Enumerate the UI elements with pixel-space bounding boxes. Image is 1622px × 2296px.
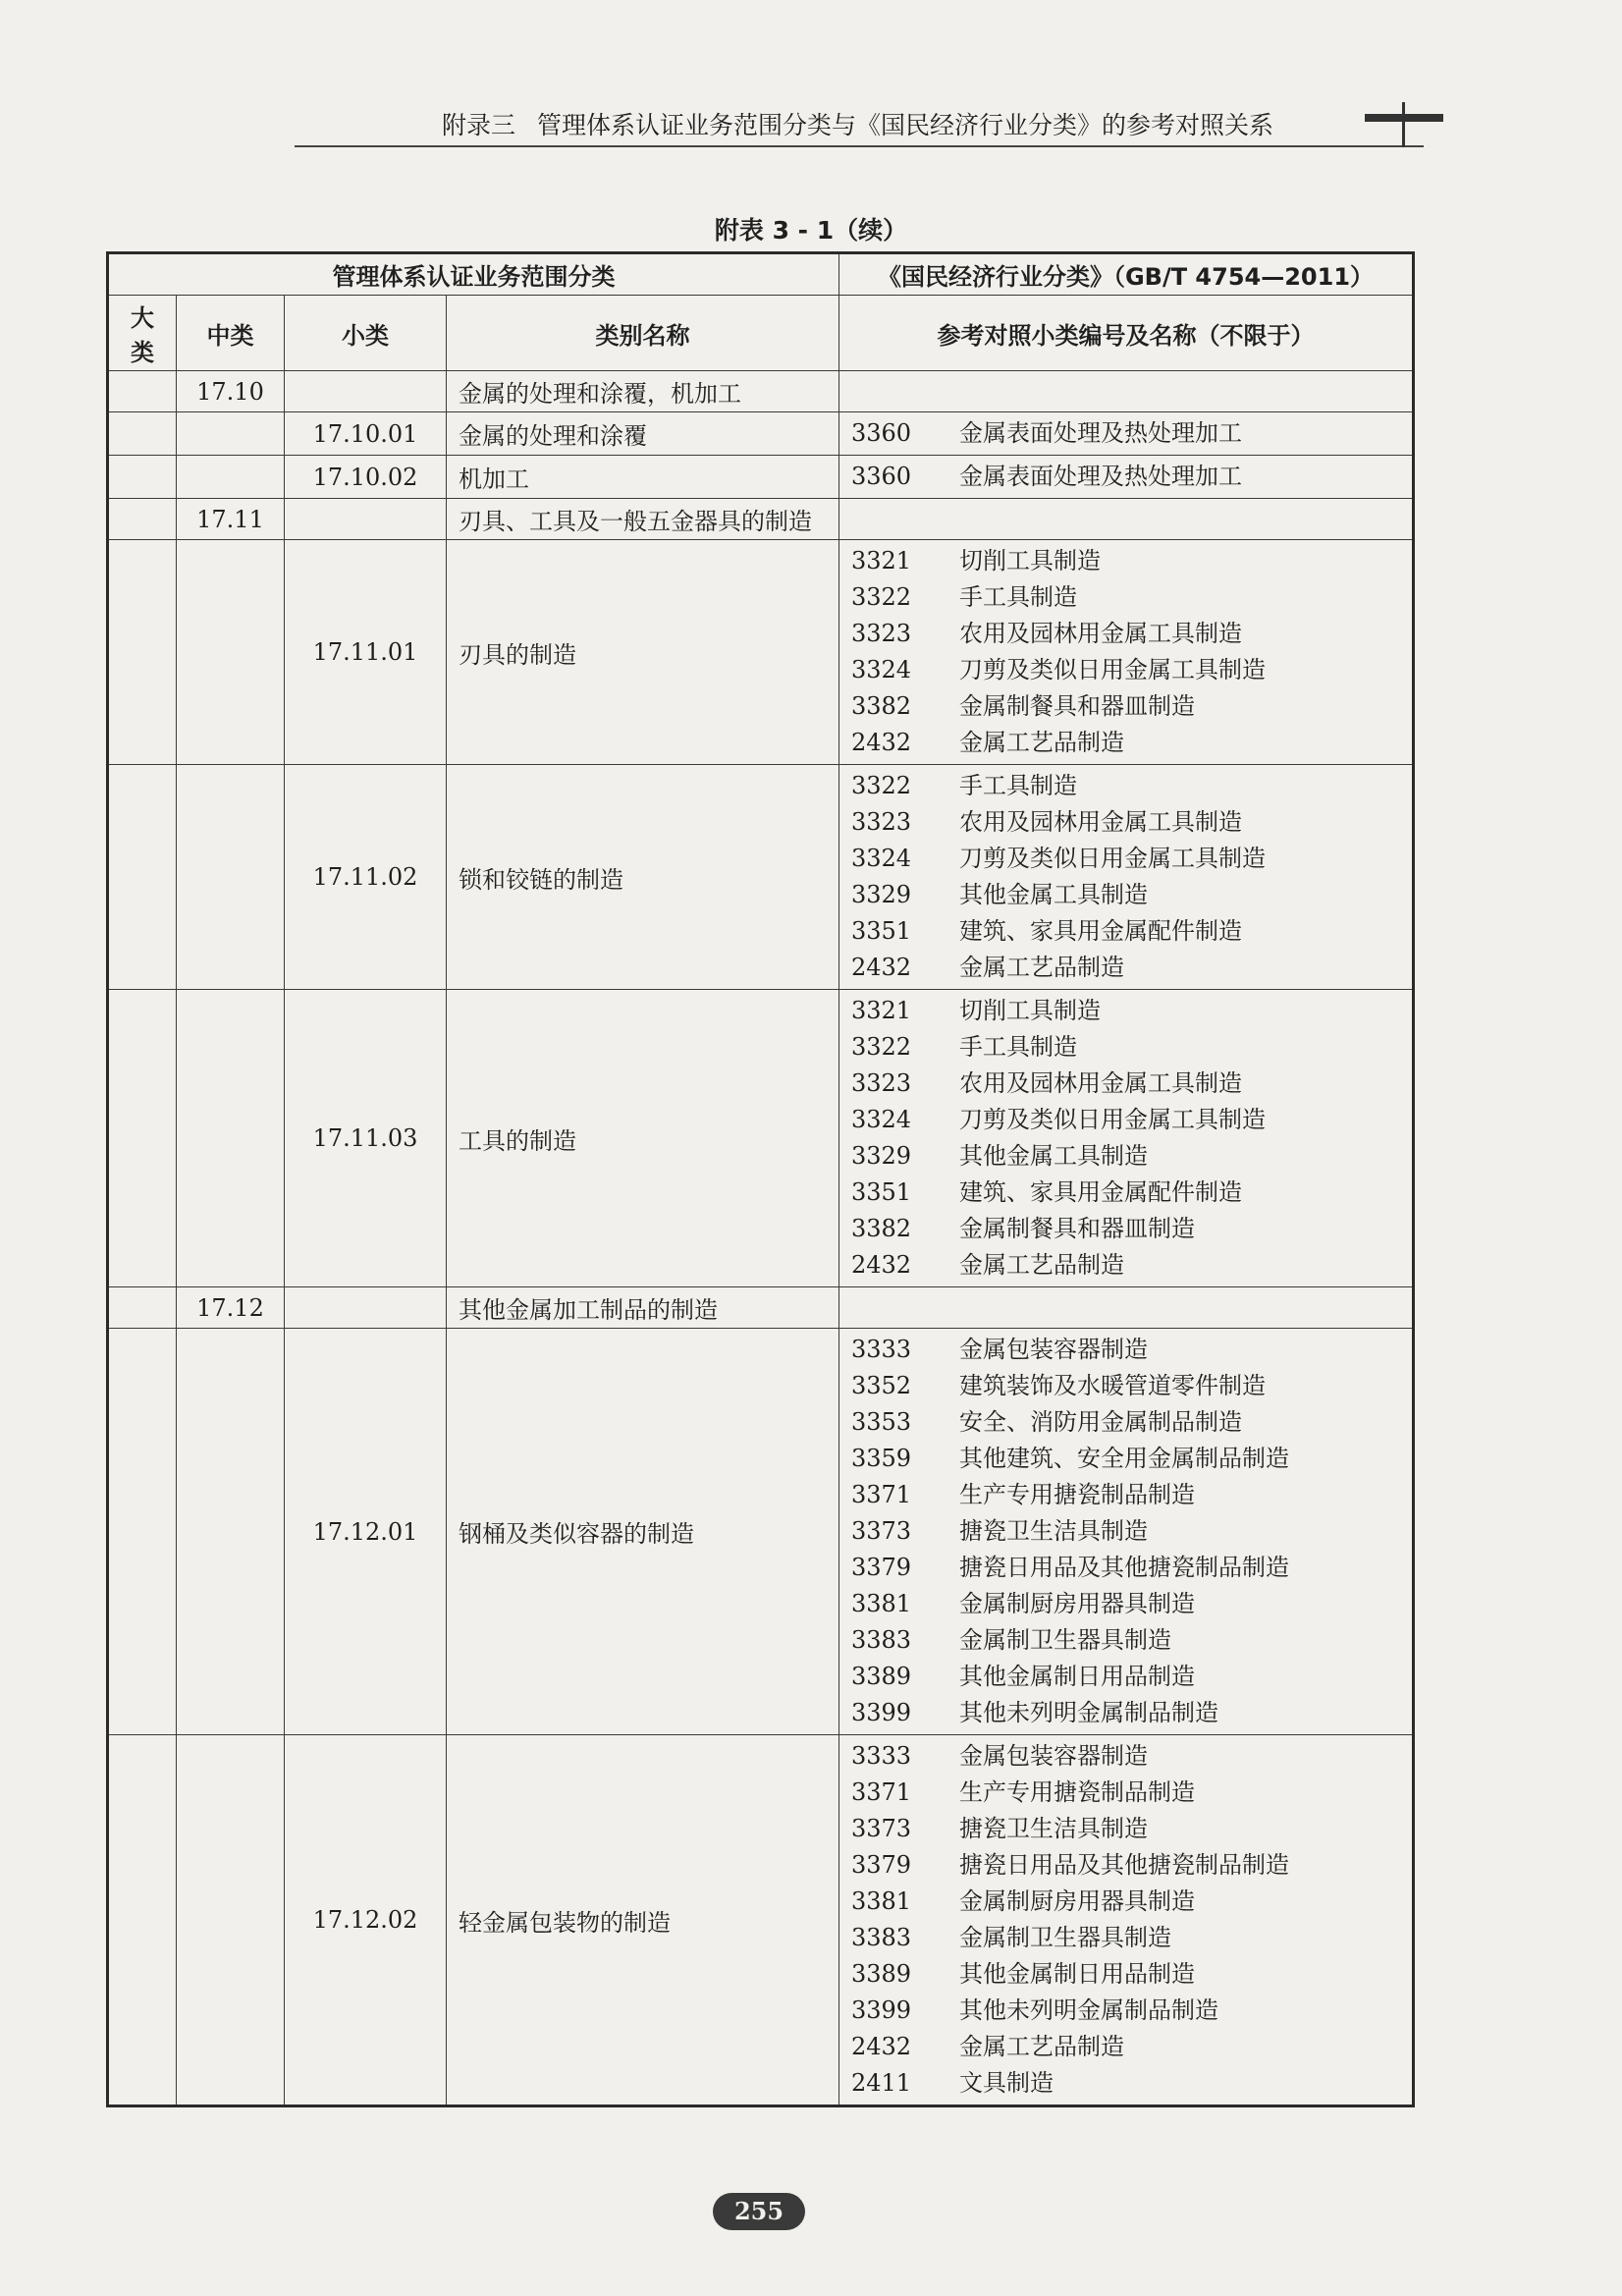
reference-item <box>851 1956 1400 1993</box>
major-cell <box>108 456 177 499</box>
medium-cell <box>177 456 285 499</box>
reference-name: 金属制厨房用器具制造 <box>959 1590 1195 1617</box>
reference-item <box>851 804 1400 841</box>
reference-item <box>851 1332 1400 1368</box>
major-cell <box>108 765 177 990</box>
reference-name: 搪瓷日用品及其他搪瓷制品制造 <box>959 1851 1289 1879</box>
reference-code: 3324 <box>851 656 912 683</box>
reference-name: 刀剪及类似日用金属工具制造 <box>959 1106 1266 1133</box>
reference-name: 手工具制造 <box>959 772 1077 799</box>
reference-code: 3323 <box>851 808 912 836</box>
reference-name: 搪瓷卫生洁具制造 <box>959 1815 1148 1842</box>
reference-code: 3383 <box>851 1924 912 1951</box>
reference-code: 3389 <box>851 1663 912 1690</box>
reference-item <box>851 1175 1400 1211</box>
category-name-cell: 刃具、工具及一般五金器具的制造 <box>447 499 839 540</box>
reference-name: 金属表面处理及热处理加工 <box>959 419 1242 447</box>
major-cell <box>108 499 177 540</box>
reference-code: 3371 <box>851 1778 912 1806</box>
reference-code: 2432 <box>851 729 912 756</box>
reference-item <box>851 768 1400 804</box>
major-cell <box>108 412 177 456</box>
header-row-1 <box>108 253 1414 296</box>
reference-code: 3353 <box>851 1408 912 1436</box>
minor-cell: 17.12.02 <box>285 1735 447 2106</box>
reference-name: 金属制卫生器具制造 <box>959 1626 1171 1654</box>
reference-name: 金属工艺品制造 <box>959 729 1124 756</box>
reference-item <box>851 1811 1400 1847</box>
table-row <box>108 1735 1414 2106</box>
table-row <box>108 540 1414 765</box>
category-name-cell: 金属的处理和涂覆 <box>447 412 839 456</box>
reference-item <box>851 1695 1400 1731</box>
reference-item <box>851 2029 1400 2065</box>
reference-item <box>851 1659 1400 1695</box>
reference-name: 搪瓷日用品及其他搪瓷制品制造 <box>959 1554 1289 1581</box>
reference-code: 3321 <box>851 997 912 1024</box>
reference-item <box>851 1920 1400 1956</box>
reference-item <box>851 616 1400 652</box>
reference-name: 其他未列明金属制品制造 <box>959 1996 1218 2024</box>
table-body <box>108 371 1414 2106</box>
reference-code: 2432 <box>851 2033 912 2060</box>
reference-name: 金属包装容器制造 <box>959 1336 1148 1363</box>
reference-code: 3329 <box>851 881 912 908</box>
reference-item <box>851 1586 1400 1622</box>
minor-header: 小类 <box>285 296 447 371</box>
reference-code: 3381 <box>851 1590 912 1617</box>
reference-code: 3324 <box>851 845 912 872</box>
reference-name: 手工具制造 <box>959 583 1077 611</box>
minor-cell <box>285 1287 447 1329</box>
reference-item <box>851 2065 1400 2102</box>
minor-cell: 17.10.01 <box>285 412 447 456</box>
reference-item <box>851 1622 1400 1659</box>
reference-code: 3359 <box>851 1445 912 1472</box>
reference-item <box>851 1102 1400 1138</box>
reference-code: 3324 <box>851 1106 912 1133</box>
reference-item <box>851 1738 1400 1775</box>
reference-name: 建筑、家具用金属配件制造 <box>959 917 1242 945</box>
category-name-cell: 刃具的制造 <box>447 540 839 765</box>
medium-cell: 17.10 <box>177 371 285 412</box>
reference-code: 3323 <box>851 620 912 647</box>
reference-code: 3351 <box>851 917 912 945</box>
reference-item <box>851 841 1400 877</box>
reference-item <box>851 1138 1400 1175</box>
reference-code: 3360 <box>851 419 912 447</box>
reference-item <box>851 877 1400 913</box>
reference-item <box>851 993 1400 1029</box>
major-cell <box>108 540 177 765</box>
reference-item <box>851 913 1400 950</box>
medium-cell <box>177 1735 285 2106</box>
reference-name: 金属制餐具和器皿制造 <box>959 692 1195 720</box>
reference-name: 文具制造 <box>959 2069 1054 2097</box>
reference-code: 3373 <box>851 1815 912 1842</box>
reference-item <box>851 1066 1400 1102</box>
reference-code: 3399 <box>851 1996 912 2024</box>
table-row <box>108 371 1414 412</box>
appendix-label: 附录三 <box>442 111 516 139</box>
reference-item <box>851 1550 1400 1586</box>
reference-code: 3382 <box>851 1215 912 1242</box>
medium-cell: 17.11 <box>177 499 285 540</box>
reference-cell <box>839 765 1414 990</box>
table-row <box>108 990 1414 1287</box>
table-row <box>108 456 1414 499</box>
table-row <box>108 499 1414 540</box>
table-row <box>108 1287 1414 1329</box>
reference-code: 2411 <box>851 2069 912 2097</box>
reference-name: 金属包装容器制造 <box>959 1742 1148 1770</box>
major-cell <box>108 990 177 1287</box>
reference-item <box>851 1993 1400 2029</box>
medium-cell <box>177 540 285 765</box>
table-row <box>108 765 1414 990</box>
reference-cell <box>839 990 1414 1287</box>
reference-name: 金属工艺品制造 <box>959 1251 1124 1279</box>
reference-item <box>851 1211 1400 1247</box>
reference-item <box>851 1441 1400 1477</box>
reference-name: 刀剪及类似日用金属工具制造 <box>959 656 1266 683</box>
reference-name: 农用及园林用金属工具制造 <box>959 1069 1242 1097</box>
minor-cell: 17.12.01 <box>285 1329 447 1735</box>
reference-code: 3333 <box>851 1336 912 1363</box>
reference-cell <box>839 499 1414 540</box>
reference-item <box>851 652 1400 688</box>
reference-name: 金属工艺品制造 <box>959 954 1124 981</box>
reference-name: 其他金属工具制造 <box>959 881 1148 908</box>
reference-cell <box>839 540 1414 765</box>
reference-item <box>851 1029 1400 1066</box>
minor-cell <box>285 499 447 540</box>
header-ornament-vertical <box>1402 102 1405 147</box>
reference-name: 建筑、家具用金属配件制造 <box>959 1178 1242 1206</box>
reference-code: 3373 <box>851 1517 912 1545</box>
category-name-cell: 轻金属包装物的制造 <box>447 1735 839 2106</box>
reference-item <box>851 1368 1400 1404</box>
reference-item <box>851 1513 1400 1550</box>
reference-name: 生产专用搪瓷制品制造 <box>959 1481 1195 1508</box>
reference-name: 其他金属制日用品制造 <box>959 1663 1195 1690</box>
left-group-header: 管理体系认证业务范围分类 <box>108 253 839 296</box>
reference-name: 金属制卫生器具制造 <box>959 1924 1171 1951</box>
reference-name: 其他金属工具制造 <box>959 1142 1148 1170</box>
reference-code: 3352 <box>851 1372 912 1399</box>
reference-code: 3329 <box>851 1142 912 1170</box>
reference-item <box>851 1404 1400 1441</box>
category-name-cell: 其他金属加工制品的制造 <box>447 1287 839 1329</box>
reference-name: 其他金属制日用品制造 <box>959 1960 1195 1988</box>
reference-cell <box>839 1735 1414 2106</box>
medium-cell <box>177 1329 285 1735</box>
reference-name: 搪瓷卫生洁具制造 <box>959 1517 1148 1545</box>
reference-item <box>851 415 1400 452</box>
running-header <box>295 106 1424 141</box>
reference-code: 3323 <box>851 1069 912 1097</box>
reference-code: 3371 <box>851 1481 912 1508</box>
reference-name: 农用及园林用金属工具制造 <box>959 620 1242 647</box>
medium-cell <box>177 412 285 456</box>
reference-item <box>851 1847 1400 1884</box>
table-title: 附表 3 - 1（续） <box>714 216 908 245</box>
category-name-cell: 工具的制造 <box>447 990 839 1287</box>
reference-item <box>851 1775 1400 1811</box>
reference-item <box>851 459 1400 495</box>
reference-code: 3322 <box>851 1033 912 1061</box>
table-row <box>108 1329 1414 1735</box>
reference-code: 3381 <box>851 1887 912 1915</box>
reference-name: 金属表面处理及热处理加工 <box>959 463 1242 490</box>
reference-name: 其他未列明金属制品制造 <box>959 1699 1218 1726</box>
header-row-2 <box>108 296 1414 371</box>
reference-code: 3351 <box>851 1178 912 1206</box>
reference-code: 3322 <box>851 583 912 611</box>
reference-item <box>851 1477 1400 1513</box>
reference-name: 农用及园林用金属工具制造 <box>959 808 1242 836</box>
reference-name: 其他建筑、安全用金属制品制造 <box>959 1445 1289 1472</box>
reference-code: 2432 <box>851 1251 912 1279</box>
refs-header: 参考对照小类编号及名称（不限于） <box>839 296 1414 371</box>
reference-cell <box>839 412 1414 456</box>
reference-code: 3379 <box>851 1851 912 1879</box>
table-row <box>108 412 1414 456</box>
reference-name: 生产专用搪瓷制品制造 <box>959 1778 1195 1806</box>
minor-cell: 17.10.02 <box>285 456 447 499</box>
header-rule <box>295 145 1424 147</box>
medium-header: 中类 <box>177 296 285 371</box>
name-header: 类别名称 <box>447 296 839 371</box>
minor-cell: 17.11.02 <box>285 765 447 990</box>
reference-item <box>851 688 1400 725</box>
reference-name: 手工具制造 <box>959 1033 1077 1061</box>
category-name-cell: 锁和铰链的制造 <box>447 765 839 990</box>
major-cell <box>108 1287 177 1329</box>
medium-cell: 17.12 <box>177 1287 285 1329</box>
reference-cell <box>839 1287 1414 1329</box>
major-cell <box>108 371 177 412</box>
reference-code: 3389 <box>851 1960 912 1988</box>
reference-code: 3322 <box>851 772 912 799</box>
reference-code: 3321 <box>851 547 912 574</box>
category-name-cell: 金属的处理和涂覆，机加工 <box>447 371 839 412</box>
reference-name: 切削工具制造 <box>959 547 1101 574</box>
reference-code: 3333 <box>851 1742 912 1770</box>
reference-item <box>851 950 1400 986</box>
category-name-cell: 机加工 <box>447 456 839 499</box>
reference-name: 切削工具制造 <box>959 997 1101 1024</box>
classification-table <box>106 251 1415 2107</box>
reference-item <box>851 579 1400 616</box>
reference-item <box>851 1247 1400 1284</box>
reference-code: 3360 <box>851 463 912 490</box>
reference-item <box>851 1884 1400 1920</box>
reference-name: 安全、消防用金属制品制造 <box>959 1408 1242 1436</box>
reference-name: 金属制餐具和器皿制造 <box>959 1215 1195 1242</box>
reference-item <box>851 725 1400 761</box>
minor-cell: 17.11.01 <box>285 540 447 765</box>
reference-name: 金属制厨房用器具制造 <box>959 1887 1195 1915</box>
right-group-header: 《国民经济行业分类》（GB/T 4754—2011） <box>839 253 1414 296</box>
category-name-cell: 钢桶及类似容器的制造 <box>447 1329 839 1735</box>
reference-code: 2432 <box>851 954 912 981</box>
major-cell <box>108 1329 177 1735</box>
reference-item <box>851 543 1400 579</box>
reference-code: 3399 <box>851 1699 912 1726</box>
page-number: 255 <box>713 2193 805 2230</box>
reference-name: 建筑装饰及水暖管道零件制造 <box>959 1372 1266 1399</box>
reference-cell <box>839 456 1414 499</box>
major-header: 大类 <box>108 296 177 371</box>
reference-cell <box>839 371 1414 412</box>
medium-cell <box>177 990 285 1287</box>
medium-cell <box>177 765 285 990</box>
major-cell <box>108 1735 177 2106</box>
reference-name: 刀剪及类似日用金属工具制造 <box>959 845 1266 872</box>
reference-code: 3379 <box>851 1554 912 1581</box>
appendix-title: 管理体系认证业务范围分类与《国民经济行业分类》的参考对照关系 <box>537 111 1274 139</box>
minor-cell <box>285 371 447 412</box>
reference-name: 金属工艺品制造 <box>959 2033 1124 2060</box>
reference-code: 3382 <box>851 692 912 720</box>
reference-code: 3383 <box>851 1626 912 1654</box>
minor-cell: 17.11.03 <box>285 990 447 1287</box>
reference-cell <box>839 1329 1414 1735</box>
